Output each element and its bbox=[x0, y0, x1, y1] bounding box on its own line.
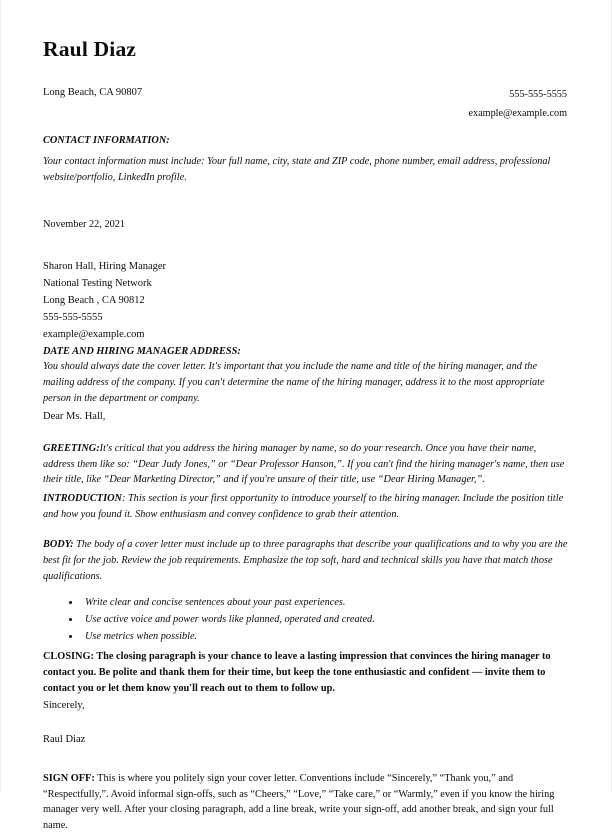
closing-instruction: The closing paragraph is your chance to leave a lasting impression that convinces the hiring manager to contact you. Be polite and thank them for their time, but keep the tone enthusiastic and confident — invite them to contact you or let them know you'll reach out to them to follow up. bbox=[43, 651, 551, 694]
date-hiring-manager-label: DATE AND HIRING MANAGER ADDRESS: bbox=[43, 345, 241, 357]
contact-information-section bbox=[43, 133, 569, 185]
greeting-label: GREETING: bbox=[43, 443, 100, 455]
sign-off-label: SIGN OFF: bbox=[43, 772, 95, 784]
greeting-section bbox=[43, 441, 569, 488]
header-contact-block bbox=[469, 86, 567, 124]
contact-information-label: CONTACT INFORMATION: bbox=[43, 135, 170, 147]
contact-information-instruction: Your contact information must include: Your full name, city, state and ZIP code, phone number, email address, professional website/portfolio, LinkedIn profile. bbox=[43, 155, 551, 183]
greeting-instruction: It's critical that you address the hiring manager by name, so do your research. Once you have their name, address them like so: “Dear Judy Jones,” or “Dear Professor Hanson,”. If you can't find the hiring manager's name, then use their title, like “Dear Marketing Director,” and if you're unsure of their title, use “Dear Hiring Manager,”. bbox=[43, 443, 565, 486]
signature-name: Raul Diaz bbox=[43, 734, 86, 746]
recipient-address-block bbox=[43, 258, 569, 343]
recipient-phone: 555-555-5555 bbox=[43, 311, 103, 323]
header-email: example@example.com bbox=[468, 107, 567, 119]
header-phone: 555-555-5555 bbox=[509, 89, 567, 100]
list-item: • Use active voice and power words like planned, operated and created. bbox=[81, 612, 569, 629]
recipient-email: example@example.com bbox=[43, 328, 145, 340]
body-section bbox=[43, 537, 569, 584]
salutation: Dear Ms. Hall, bbox=[43, 411, 106, 423]
page-title: Raul Diaz bbox=[43, 37, 137, 61]
list-item: • Use metrics when possible. bbox=[81, 629, 569, 646]
body-instruction: The body of a cover letter must include up to three paragraphs that describe your qualifications and to why you are the best fit for the job. Review the job requirements. Emphasize the top soft, hard and technical skills you have that match those qualifications. bbox=[43, 539, 568, 582]
date-hiring-manager-section bbox=[43, 344, 569, 407]
introduction-label: INTRODUCTION bbox=[43, 493, 122, 505]
body-label: BODY: bbox=[43, 539, 74, 551]
header-address: Long Beach, CA 90807 bbox=[43, 86, 143, 98]
recipient-name-title: Sharon Hall, Hiring Manager bbox=[43, 260, 167, 272]
letter-date: November 22, 2021 bbox=[43, 219, 126, 231]
sign-off-instruction: This is where you politely sign your cover letter. Conventions include “Sincerely,” “Thank you,” and “Respectfully,”. Avoid informal sign-offs, such as “Cheers,” “Love,” “Take care,” or “Warmly,” even if you know the hiring manager very well. After your closing paragraph, add a line break, write your sign-off, add another break, and sign your full name. bbox=[43, 772, 555, 831]
page-content bbox=[1, 0, 611, 833]
recipient-company: National Testing Network bbox=[43, 277, 152, 289]
sign-off-line: Sincerely, bbox=[43, 700, 85, 712]
closing-label: CLOSING: bbox=[43, 651, 94, 663]
recipient-city-state-zip: Long Beach , CA 90812 bbox=[43, 294, 145, 306]
date-hiring-manager-instruction: You should always date the cover letter. It's important that you include the name and title of the hiring manager, and the mailing address of the company. If you can't determine the name of the hiring manager, address it to the most appropriate person in the department or company. bbox=[43, 361, 545, 404]
introduction-section bbox=[43, 491, 569, 522]
introduction-instruction: : This section is your first opportunity to introduce yourself to the hiring manager. Include the position title and how you found it. Show enthusiasm and convey confidence to grab their attention. bbox=[43, 493, 564, 520]
closing-section bbox=[43, 649, 569, 696]
body-bullet-list bbox=[43, 595, 569, 645]
list-item: • Write clear and concise sentences about your past experiences. bbox=[81, 595, 569, 612]
sign-off-section bbox=[43, 771, 569, 833]
